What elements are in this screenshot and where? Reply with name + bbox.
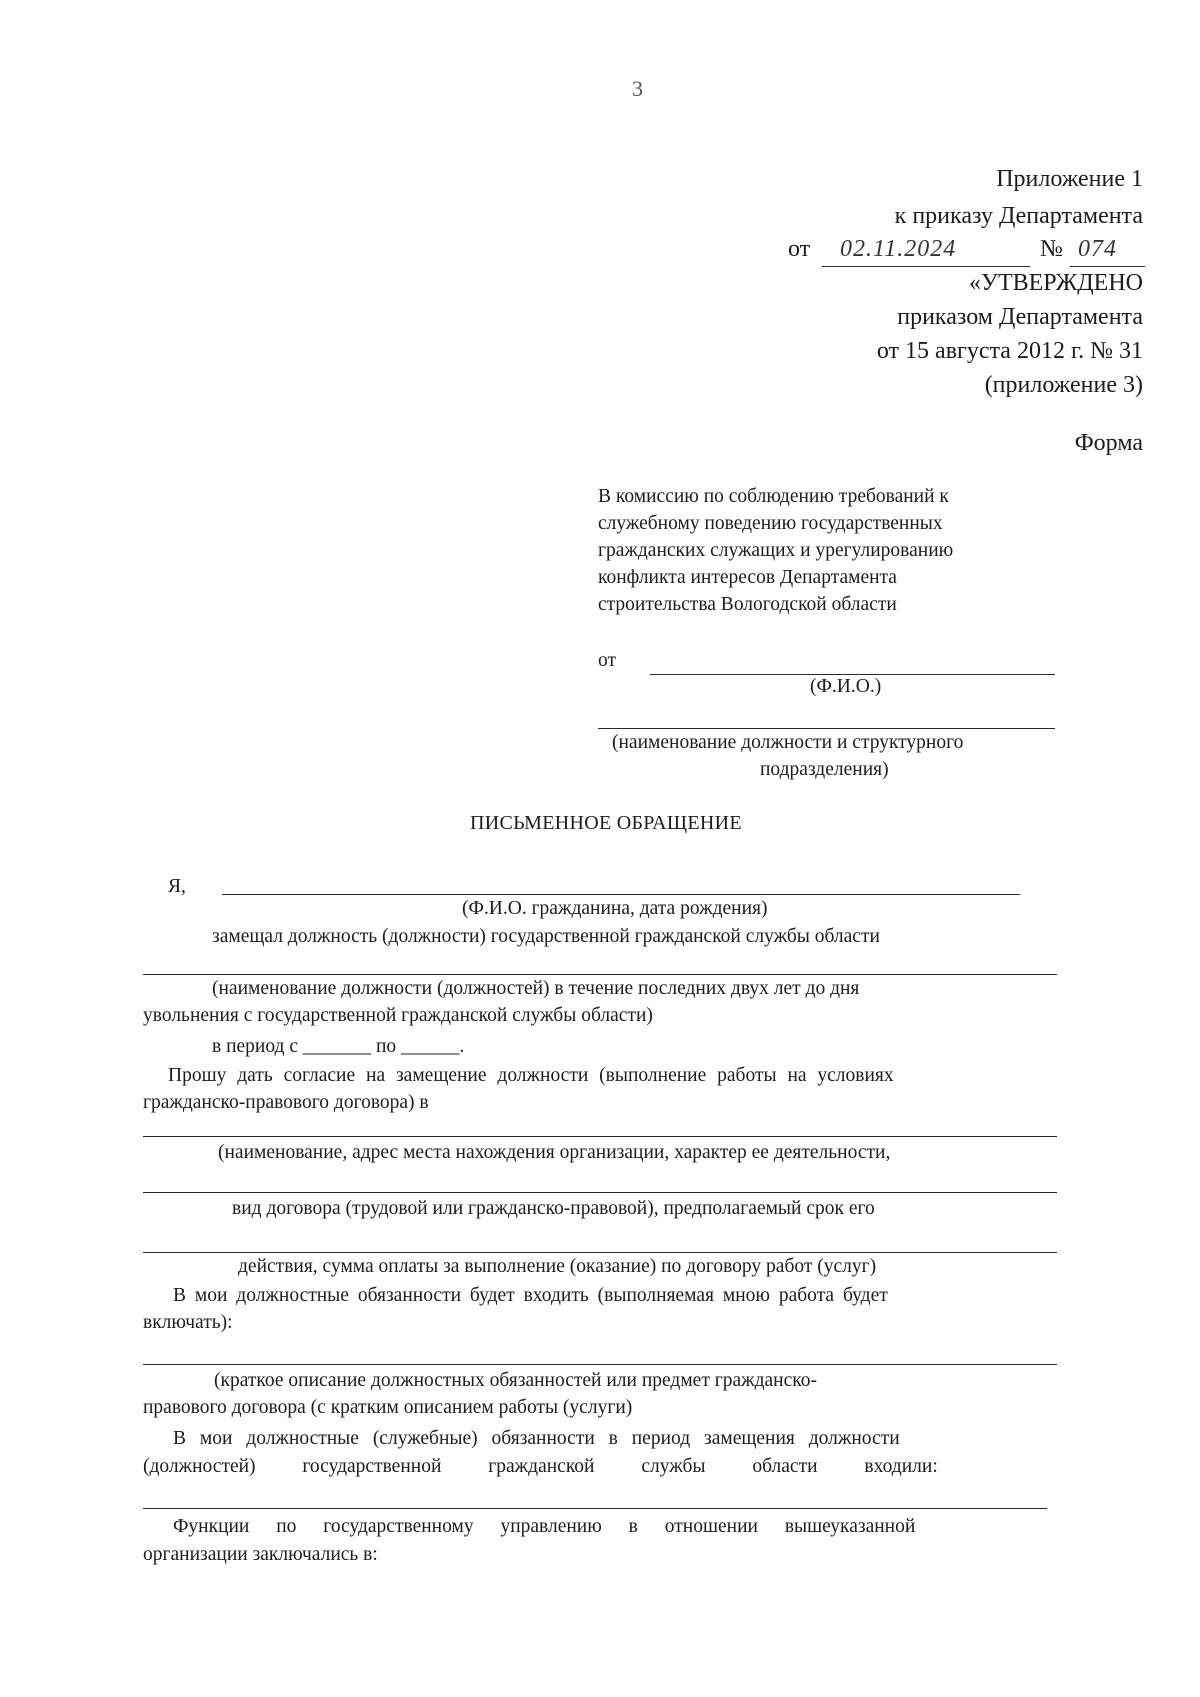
position-field-line[interactable]: [598, 728, 1055, 729]
approved-label: «УТВЕРЖДЕНО: [968, 270, 1143, 296]
service-duties-text: В мои должностные (служебные) обязанности в период замещения должности: [173, 1428, 900, 1449]
citizen-field-line[interactable]: [222, 894, 1020, 895]
to-order-label: к приказу Департамента: [894, 203, 1143, 229]
held-position-field-line[interactable]: [143, 974, 1057, 975]
approved-date: от 15 августа 2012 г. № 31: [876, 338, 1143, 364]
i-label: Я,: [168, 876, 186, 897]
form-label: Форма: [1074, 430, 1143, 456]
duties-caption-cont: правового договора (с кратким описанием работы (услуги): [143, 1397, 633, 1418]
date-handwritten: 02.11.2024: [840, 236, 957, 262]
payment-caption: действия, сумма оплаты за выполнение (оказание) по договору работ (услуг): [238, 1256, 877, 1277]
functions-text-cont: организации заключались в:: [143, 1544, 378, 1565]
approved-appendix: (приложение 3): [984, 372, 1143, 398]
number-handwritten: 074: [1078, 236, 1117, 262]
period-text: в период с _______ по ______.: [212, 1036, 465, 1057]
payment-field-line[interactable]: [143, 1252, 1057, 1253]
organization-field-line[interactable]: [143, 1136, 1057, 1137]
position-caption-cont: подразделения): [760, 759, 889, 780]
functions-text: Функции по государственному управлению в отношении вышеуказанной: [173, 1516, 916, 1537]
addressee-line: строительства Вологодской области: [598, 594, 897, 615]
position-caption: (наименование должности и структурного: [612, 732, 964, 753]
date-prefix: от: [788, 236, 811, 262]
appendix-title: Приложение 1: [996, 166, 1143, 192]
held-position-caption: (наименование должности (должностей) в течение последних двух лет до дня: [212, 978, 860, 999]
duties-caption: (краткое описание должностных обязанностей или предмет гражданско-: [214, 1370, 817, 1391]
fio-field-line[interactable]: [650, 674, 1055, 675]
date-underline: [822, 266, 1030, 267]
duties-text: В мои должностные обязанности будет входить (выполняемая мною работа будет: [173, 1285, 888, 1306]
request-line-1: [168, 1065, 1056, 1087]
fio-caption: (Ф.И.О.): [810, 676, 882, 697]
duties-field-line[interactable]: [143, 1364, 1057, 1365]
number-sign: №: [1040, 236, 1063, 262]
addressee-line: конфликта интересов Департамента: [598, 567, 897, 588]
request-text: Прошу дать согласие на замещение должности (выполнение работы на условиях: [168, 1065, 894, 1086]
page-number: 3: [632, 76, 643, 101]
service-duties-text-cont: (должностей) государственной гражданской службы области входили:: [143, 1456, 938, 1477]
contract-caption: вид договора (трудовой или гражданско-правовой), предполагаемый срок его: [232, 1198, 875, 1219]
duties-text-cont: включать):: [143, 1312, 233, 1333]
document-title: ПИСЬМЕННОЕ ОБРАЩЕНИЕ: [470, 812, 742, 834]
number-underline: [1070, 266, 1145, 267]
addressee-line: служебному поведению государственных: [598, 513, 943, 534]
contract-field-line[interactable]: [143, 1192, 1057, 1193]
citizen-caption: (Ф.И.О. гражданина, дата рождения): [462, 898, 768, 919]
held-position-text: замещал должность (должности) государственной гражданской службы области: [212, 926, 880, 947]
approved-by: приказом Департамента: [897, 304, 1143, 330]
request-text-cont: гражданско-правового договора) в: [143, 1092, 429, 1113]
addressee-line: В комиссию по соблюдению требований к: [598, 486, 949, 507]
service-duties-field-line[interactable]: [143, 1508, 1047, 1509]
addressee-line: гражданских служащих и урегулированию: [598, 540, 954, 561]
from-label: от: [598, 650, 617, 671]
organization-caption: (наименование, адрес места нахождения организации, характер ее деятельности,: [218, 1142, 891, 1163]
held-position-caption-cont: увольнения с государственной гражданской службы области): [143, 1005, 653, 1026]
